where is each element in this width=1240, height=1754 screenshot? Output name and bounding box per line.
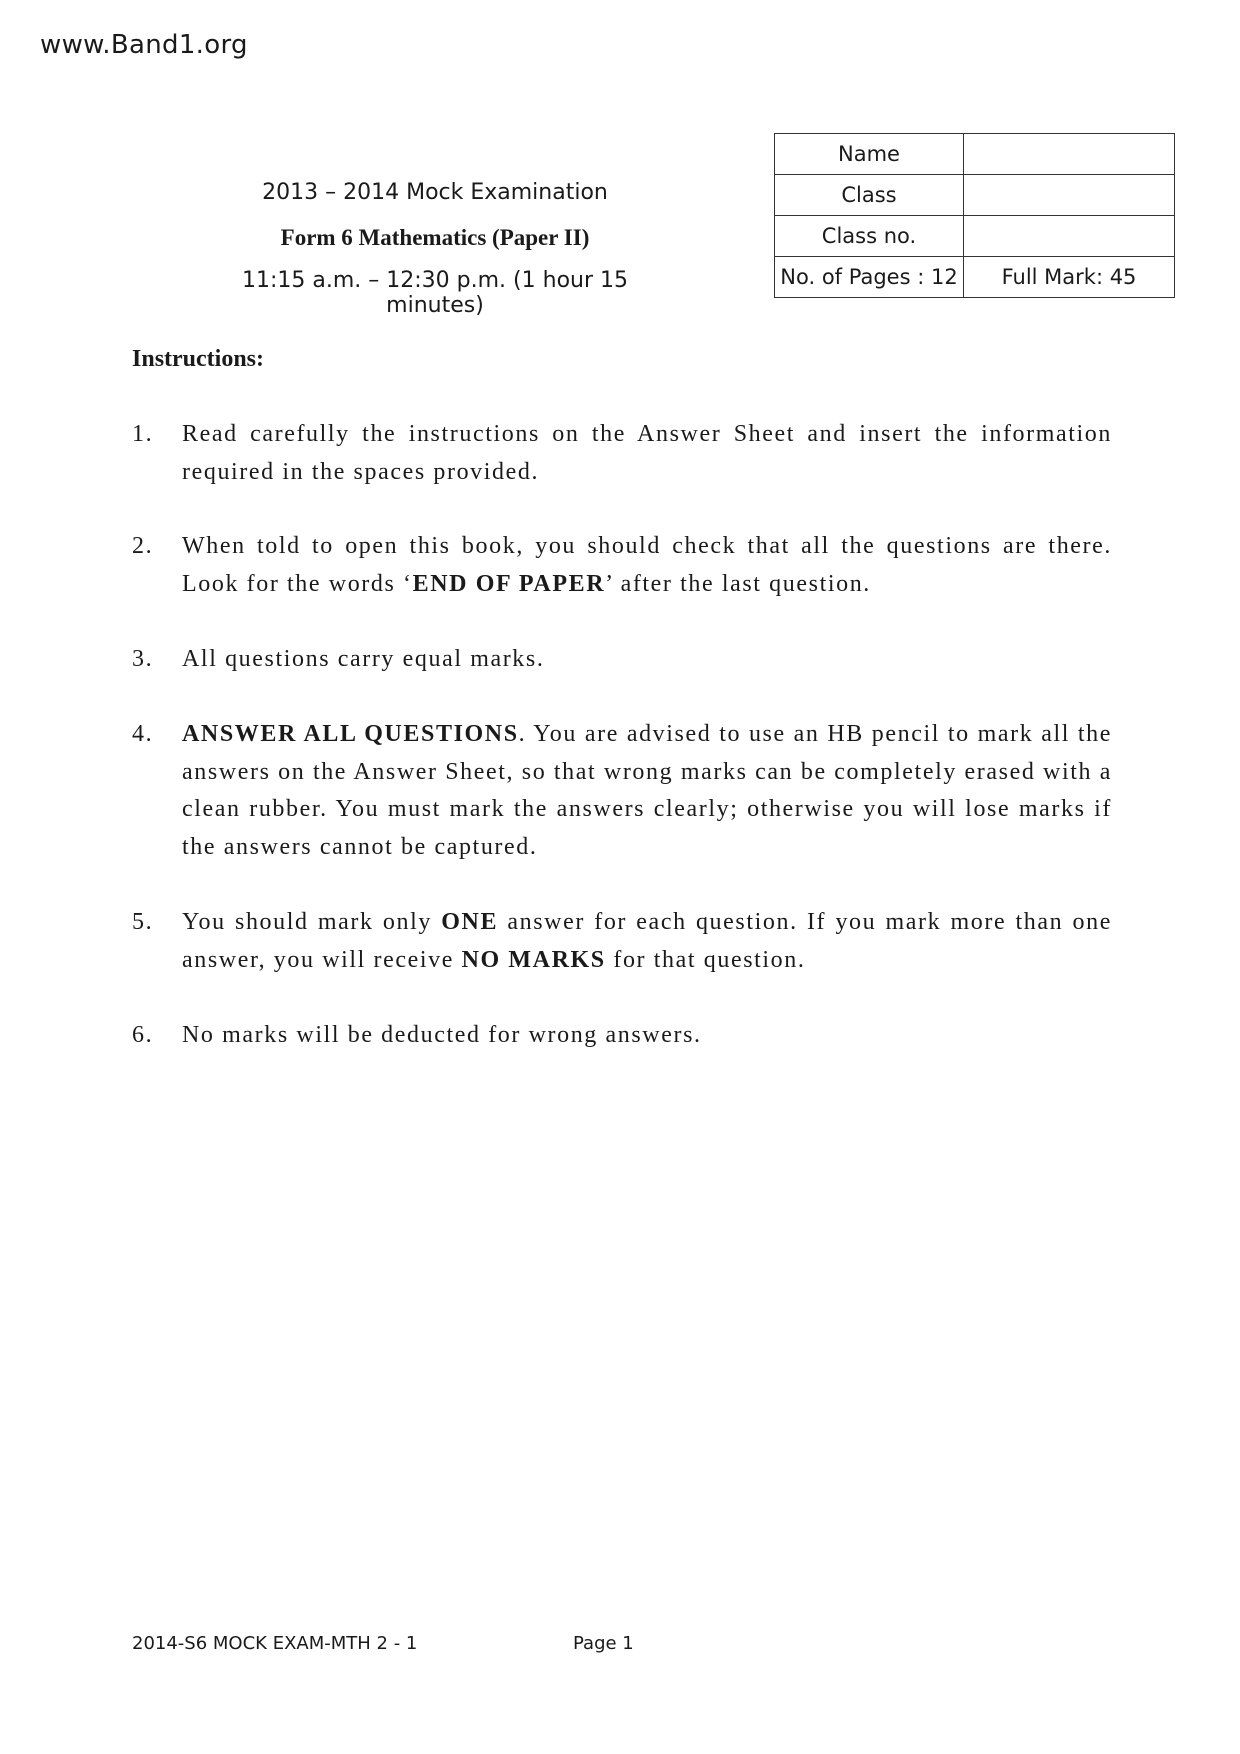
- watermark-url: www.Band1.org: [40, 30, 248, 60]
- footer-page-number: Page 1: [573, 1633, 634, 1654]
- footer-exam-code: 2014-S6 MOCK EXAM-MTH 2 - 1: [132, 1633, 418, 1654]
- item-text: ANSWER ALL QUESTIONS. You are advised to use an HB pencil to mark all the answers on the Answer Sheet, so that wrong marks can be completely erased with a clean rubber. You must mark the answers clearly; otherwise you will lose marks if the answers cannot be captured.: [182, 721, 1112, 860]
- page-count: No. of Pages : 12: [775, 257, 964, 298]
- item-text: No marks will be deducted for wrong answers.: [182, 1022, 702, 1048]
- exam-title: 2013 – 2014 Mock Examination: [262, 180, 608, 205]
- instruction-item: [132, 1017, 1112, 1055]
- class-label: Class: [775, 175, 964, 216]
- item-text: You should mark only ONE answer for each question. If you mark more than one answer, you will receive NO MARKS for that question.: [182, 909, 1112, 973]
- instruction-item: [132, 416, 1112, 491]
- item-number: 4.: [132, 721, 154, 747]
- emphasis-text: ANSWER ALL QUESTIONS: [182, 721, 519, 747]
- instruction-item: [132, 904, 1112, 979]
- class-no-field[interactable]: [964, 216, 1175, 257]
- candidate-info-table: [774, 133, 1175, 298]
- item-number: 5.: [132, 909, 154, 935]
- class-no-label: Class no.: [775, 216, 964, 257]
- instruction-item: [132, 528, 1112, 603]
- exam-time: 11:15 a.m. – 12:30 p.m. (1 hour 15 minutes): [242, 268, 628, 318]
- item-number: 1.: [132, 421, 154, 447]
- name-label: Name: [775, 134, 964, 175]
- instruction-item: [132, 641, 1112, 679]
- class-field[interactable]: [964, 175, 1175, 216]
- item-text: All questions carry equal marks.: [182, 646, 545, 672]
- item-number: 3.: [132, 646, 154, 672]
- item-text: Read carefully the instructions on the Answer Sheet and insert the information required in the spaces provided.: [182, 421, 1112, 485]
- item-number: 6.: [132, 1022, 154, 1048]
- item-text: When told to open this book, you should check that all the questions are there. Look for the words ‘END OF PAPER’ after the last question.: [182, 533, 1112, 597]
- emphasis-text: NO MARKS: [461, 946, 606, 973]
- subject-title: Form 6 Mathematics (Paper II): [280, 225, 590, 250]
- item-number: 2.: [132, 533, 154, 559]
- name-field[interactable]: [964, 134, 1175, 175]
- emphasis-text: ONE: [441, 909, 499, 935]
- emphasis-text: END OF PAPER: [412, 570, 606, 597]
- instruction-item: [132, 716, 1112, 866]
- full-mark: Full Mark: 45: [964, 257, 1175, 298]
- instructions-heading: Instructions:: [132, 346, 265, 372]
